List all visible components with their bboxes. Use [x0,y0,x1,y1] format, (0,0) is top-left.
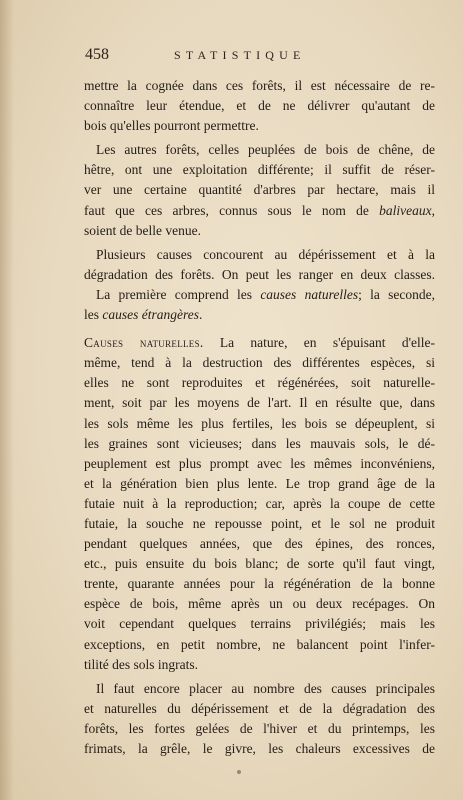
text-line: futaie nuit à la reproduction; car, après la coupe de cette [84,495,435,511]
text-line: soient de belle venue. [84,222,201,238]
text-line: les causes étrangères. [84,307,203,323]
ink-speck [237,770,241,774]
text-line: faut que ces arbres, connus sous le nom de baliveaux, [84,202,435,218]
text-line: etc., puis ensuite du bois blanc; de sorte qu'il faut vingt, [84,556,435,572]
text-line: espèce de bois, même après un ou deux recépages. On [84,596,435,612]
running-head: STATISTIQUE [174,48,306,62]
text-line: forêts, les fortes gelées de l'hiver et du printemps, les [84,720,435,736]
text-line: Plusieurs causes concourent au dépérissement et à la [96,246,435,262]
text-line: et la génération bien plus lente. Le trop grand âge de la [84,475,435,491]
text-line: Les autres forêts, celles peuplées de bois de chêne, de [96,142,435,158]
text-line: ment, soit par les moyens de l'art. Il en résulte que, dans [84,395,435,411]
text-line: hêtre, ont une exploitation différente; il suffit de réser- [84,162,435,178]
text-line: tilité des sols ingrats. [84,656,198,672]
text-line: dégradation des forêts. On peut les ranger en deux classes. [84,266,435,282]
paragraph [84,285,435,325]
text-line-remainder: La nature, en s'épuisant d'elle- [219,335,435,351]
text-line: ver une certaine quantité d'arbres par hectare, mais il [84,182,435,198]
text-line: et naturelles du dépérissement et de la dégradation des [84,700,435,716]
text-line: Il faut encore placer au nombre des causes principales [96,680,435,696]
text-line: même, tend à la destruction des différentes espèces, si [84,355,435,371]
text-line [84,333,435,353]
paragraph [84,679,435,759]
text-line: connaître leur étendue, et de ne délivrer qu'autant de [84,98,435,114]
paragraph [84,245,435,285]
paragraph [84,76,435,136]
text-line: les graines sont vicieuses; dans les mauvais sols, le dé- [84,435,435,451]
text-line: La première comprend les causes naturelles; la seconde, [96,286,435,302]
paragraph [84,333,435,675]
text-line: frimats, la grêle, le givre, les chaleurs excessives de [84,741,435,756]
text-line: elles ne sont reproduites et régénérées, soit naturelle- [84,375,435,391]
text-line: exceptions, en petit nombre, ne balancent point l'infer- [84,636,435,652]
text-line: futaie, la souche ne repousse point, et le sol ne produit [84,515,435,531]
paragraph [84,140,435,240]
text-line: peuplement est plus prompt avec les mêmes inconvéniens, [84,455,435,471]
text-line: trente, quarante années pour la régénération de la bonne [84,576,435,592]
page-number: 458 [85,46,109,63]
text-line: bois qu'elles pourront permettre. [84,118,259,134]
text-line: voit cependant quelques terrains privilégiés; mais les [84,616,435,632]
text-line: les sols même les plus fertiles, les bois se dépeuplent, si [84,415,435,431]
body-text [84,76,435,759]
text-line: mettre la cognée dans ces forêts, il est nécessaire de re- [84,78,435,93]
section-heading: Causes naturelles. [84,335,204,351]
text-line: pendant quelques années, que des épines, des ronces, [84,536,435,552]
